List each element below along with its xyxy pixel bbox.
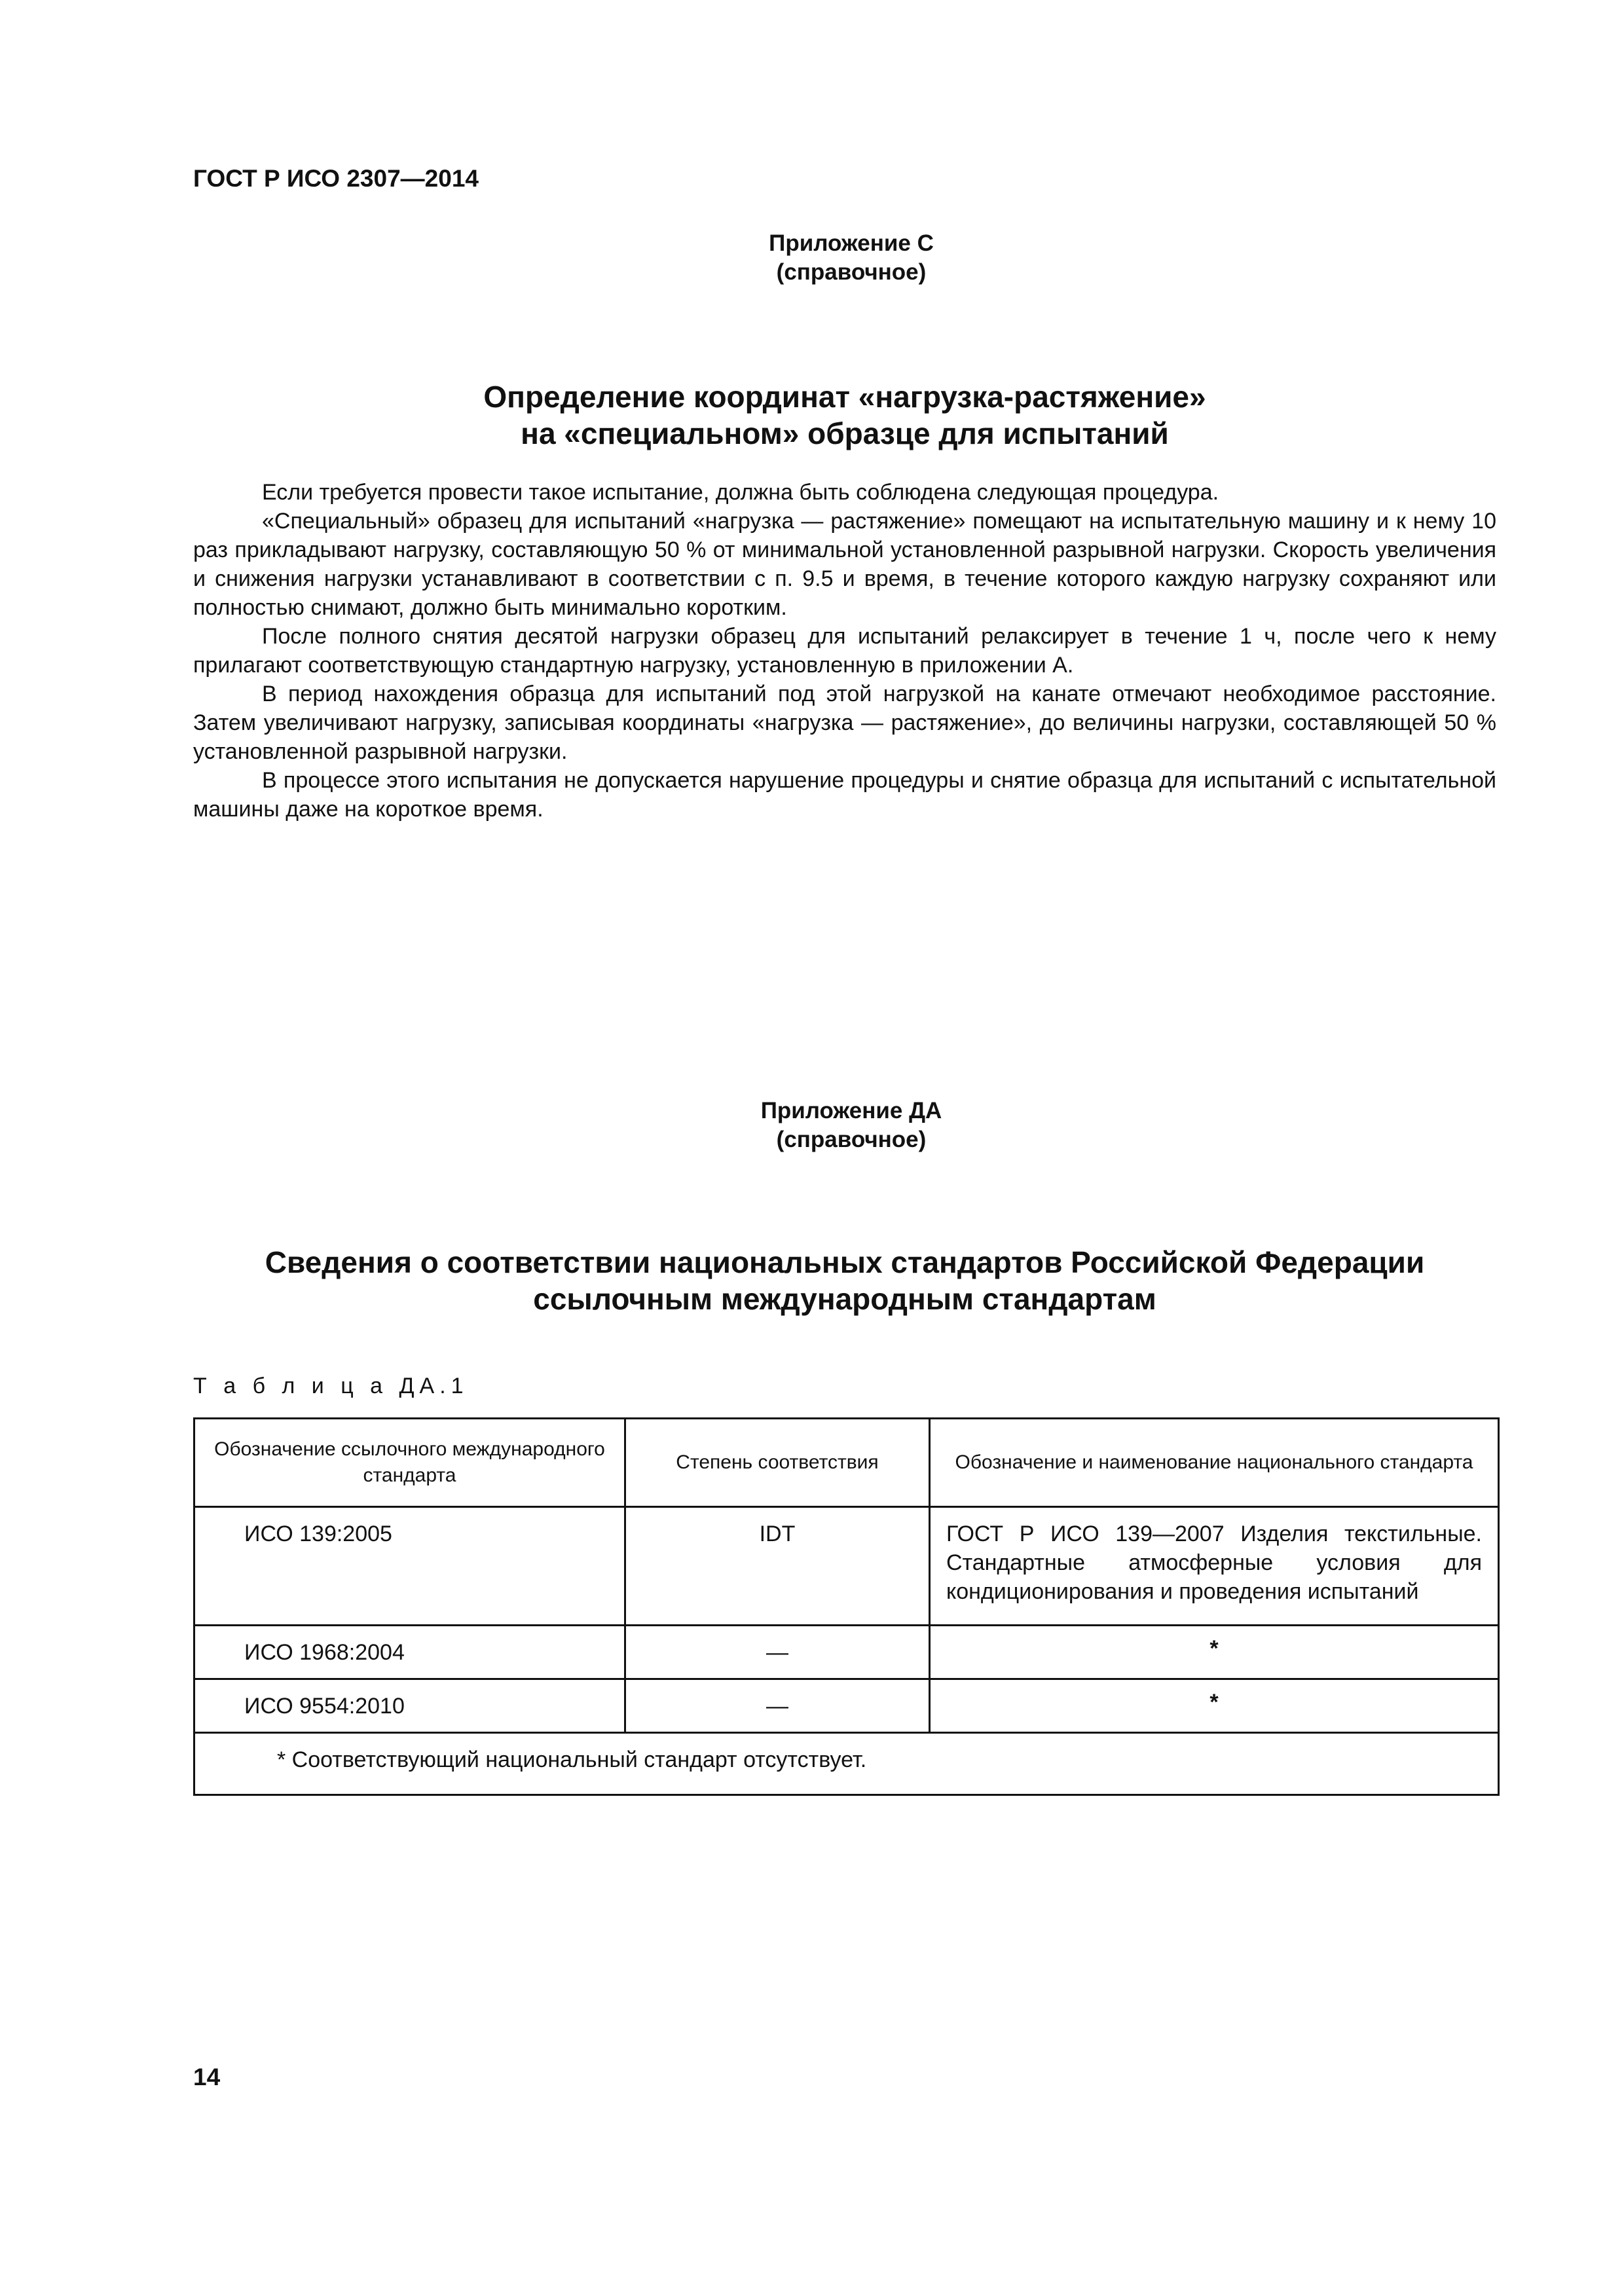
appendix-da-title-line1: Сведения о соответствии национальных стандартов Российской Федерации — [265, 1245, 1425, 1279]
appendix-c-title-line2: на «специальном» образце для испытаний — [521, 416, 1169, 450]
appendix-c-title-line1: Определение координат «нагрузка-растяжение» — [483, 380, 1206, 414]
column-header-national: Обозначение и наименование национального стандарта — [929, 1419, 1498, 1507]
cell-reference: ИСО 139:2005 — [194, 1507, 625, 1626]
appendix-c-type: (справочное) — [776, 259, 927, 285]
cell-reference: ИСО 1968:2004 — [194, 1626, 625, 1679]
paragraph: Если требуется провести такое испытание, должна быть соблюдена следующая процедура. — [262, 480, 1219, 505]
cell-degree: — — [625, 1626, 930, 1679]
appendix-c-heading — [0, 229, 1624, 287]
table-row — [194, 1626, 1499, 1679]
table-footnote-row — [194, 1733, 1499, 1795]
appendix-da-title — [193, 1244, 1496, 1317]
table-header-row — [194, 1419, 1499, 1507]
document-header: ГОСТ Р ИСО 2307—2014 — [193, 165, 479, 192]
table-caption: Т а б л и ц а ДА.1 — [193, 1374, 469, 1398]
paragraph: «Специальный» образец для испытаний «нагрузка — растяжение» помещают на испытательную машину и к нему 10 раз прикладывают нагрузку, составляющую 50 % от минимальной установленной разрывной нагрузки. Скорость увеличения и снижения нагрузки устанавливают в соответствии с п. 9.5 и время, в течение которого каждую нагрузку сохраняют или полностью снимают, должно быть минимально коротким. — [193, 509, 1496, 620]
column-header-reference: Обозначение ссылочного международного стандарта — [194, 1419, 625, 1507]
standards-correspondence-table — [193, 1417, 1500, 1796]
appendix-c-title — [193, 378, 1496, 452]
paragraph: После полного снятия десятой нагрузки образец для испытаний релаксирует в течение 1 ч, после чего к нему прилагают соответствующую стандартную нагрузку, установленную в приложении А. — [193, 624, 1496, 678]
cell-national: * — [929, 1679, 1498, 1733]
cell-national: ГОСТ Р ИСО 139—2007 Изделия текстильные. Стандартные атмосферные условия для кондиционирования и проведения испытаний — [929, 1507, 1498, 1626]
paragraph: В период нахождения образца для испытаний под этой нагрузкой на канате отмечают необходимое расстояние. Затем увеличивают нагрузку, записывая координаты «нагрузка — растяжение», до величины нагрузки, составляющей 50 % установленной разрывной нагрузки. — [193, 682, 1496, 764]
appendix-da-type: (справочное) — [776, 1127, 927, 1152]
cell-degree: IDT — [625, 1507, 930, 1626]
table-row — [194, 1679, 1499, 1733]
column-header-degree: Степень соответствия — [625, 1419, 930, 1507]
table-row — [194, 1507, 1499, 1626]
cell-reference: ИСО 9554:2010 — [194, 1679, 625, 1733]
appendix-c-label: Приложение С — [769, 230, 934, 256]
appendix-da-heading — [0, 1097, 1624, 1154]
appendix-c-body — [193, 478, 1496, 824]
page-number: 14 — [193, 2064, 221, 2090]
appendix-da-title-line2: ссылочным международным стандартам — [533, 1282, 1156, 1316]
paragraph: В процессе этого испытания не допускается нарушение процедуры и снятие образца для испытаний с испытательной машины даже на короткое время. — [193, 768, 1496, 822]
table-footnote: * Соответствующий национальный стандарт отсутствует. — [194, 1733, 1499, 1795]
cell-national: * — [929, 1626, 1498, 1679]
cell-degree: — — [625, 1679, 930, 1733]
appendix-da-label: Приложение ДА — [760, 1098, 942, 1123]
